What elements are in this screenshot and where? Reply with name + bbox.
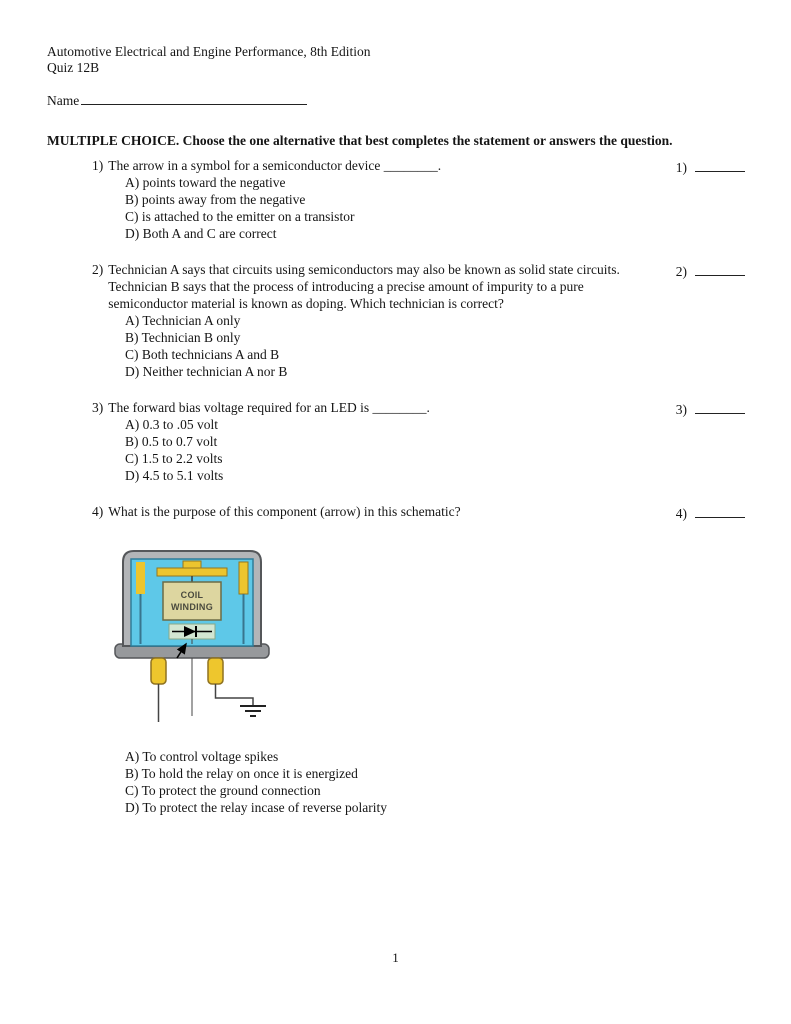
- question-2-option-d: D) Neither technician A nor B: [125, 364, 288, 379]
- contact-strip-right: [239, 562, 248, 594]
- question-1: [47, 157, 745, 242]
- answer-line-1[interactable]: [695, 157, 745, 172]
- question-2-options: [125, 312, 625, 380]
- question-4-text: What is the purpose of this component (arrow) in this schematic?: [108, 504, 461, 519]
- question-3-number: 3): [92, 400, 104, 415]
- armature-bar: [157, 568, 227, 576]
- question-1-options: [125, 174, 625, 242]
- question-4-options: [125, 748, 625, 816]
- questions-list: [47, 157, 745, 816]
- answer-number-4: 4): [675, 506, 687, 521]
- answer-number-1: 1): [675, 160, 687, 175]
- relay-schematic-figure: [113, 546, 271, 728]
- question-4-number: 4): [92, 504, 104, 519]
- wire-right: [216, 684, 254, 706]
- question-4-option-c: C) To protect the ground connection: [125, 783, 321, 798]
- question-4: [47, 503, 745, 816]
- question-2-number: 2): [92, 262, 104, 277]
- question-3-option-c: C) 1.5 to 2.2 volts: [125, 451, 223, 466]
- doc-header: [47, 44, 745, 76]
- answer-line-2[interactable]: [695, 261, 745, 276]
- answer-number-3: 3): [675, 402, 687, 417]
- quiz-number: Quiz 12B: [47, 60, 100, 75]
- question-1-text: The arrow in a symbol for a semiconductor device ________.: [108, 158, 442, 173]
- relay-terminal-right: [208, 658, 223, 684]
- answer-blank-2: [676, 261, 745, 280]
- name-row: [47, 90, 745, 108]
- question-1-option-c: C) is attached to the emitter on a transistor: [125, 209, 355, 224]
- contact-strip-left: [136, 562, 145, 594]
- doc-title: Automotive Electrical and Engine Performance, 8th Edition: [47, 44, 371, 59]
- relay-terminal-left: [151, 658, 166, 684]
- question-3-options: [125, 416, 625, 484]
- question-2: [47, 261, 745, 380]
- question-3-option-a: A) 0.3 to .05 volt: [125, 417, 218, 432]
- name-label: Name: [47, 93, 80, 108]
- coil-winding-label-line1: COIL: [180, 590, 204, 600]
- page-number: 1: [392, 950, 399, 965]
- question-2-option-a: A) Technician A only: [125, 313, 241, 328]
- question-1-option-d: D) Both A and C are correct: [125, 226, 277, 241]
- question-3: [47, 399, 745, 484]
- ground-icon: [240, 706, 266, 716]
- instructions-text: MULTIPLE CHOICE. Choose the one alternative that best completes the statement or answers the question.: [47, 133, 673, 148]
- question-3-option-b: B) 0.5 to 0.7 volt: [125, 434, 218, 449]
- name-input-line[interactable]: [81, 90, 307, 105]
- question-1-option-b: B) points away from the negative: [125, 192, 306, 207]
- question-4-option-d: D) To protect the relay incase of reverse polarity: [125, 800, 387, 815]
- coil-winding-box: [163, 582, 221, 620]
- answer-blank-3: [676, 399, 745, 418]
- answer-number-2: 2): [675, 264, 687, 279]
- coil-winding-label-line2: WINDING: [170, 602, 214, 612]
- answer-blank-4: [676, 503, 745, 522]
- question-1-number: 1): [92, 158, 104, 173]
- question-3-option-d: D) 4.5 to 5.1 volts: [125, 468, 224, 483]
- answer-blank-1: [676, 157, 745, 176]
- question-4-option-b: B) To hold the relay on once it is energized: [125, 766, 358, 781]
- question-2-option-c: C) Both technicians A and B: [125, 347, 280, 362]
- question-2-option-b: B) Technician B only: [125, 330, 241, 345]
- question-3-text: The forward bias voltage required for an LED is ________.: [108, 400, 430, 415]
- question-4-option-a: A) To control voltage spikes: [125, 749, 279, 764]
- answer-line-3[interactable]: [695, 399, 745, 414]
- answer-line-4[interactable]: [695, 503, 745, 518]
- question-1-option-a: A) points toward the negative: [125, 175, 286, 190]
- armature-nub: [183, 561, 201, 568]
- question-2-text: Technician A says that circuits using semiconductors may also be known as solid state circuits. Technician B says that the process of introducing a precise amount of impurity to a pure semiconductor material is known as doping. Which technician is correct?: [108, 262, 620, 311]
